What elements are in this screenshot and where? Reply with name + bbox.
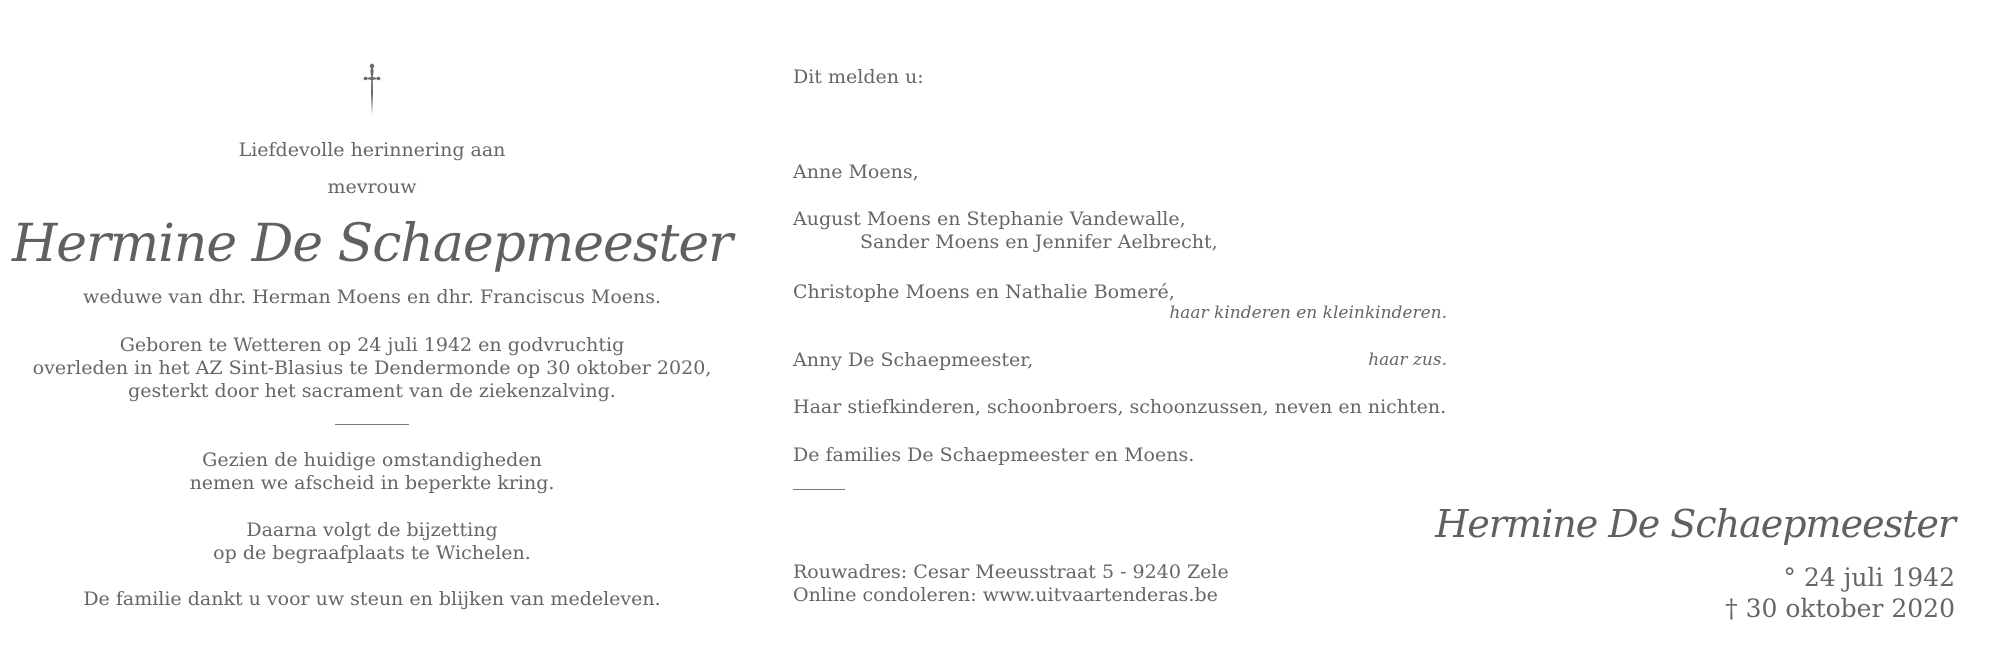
- divider: [335, 424, 409, 425]
- middle-panel: [793, 0, 1453, 669]
- family-member-2-sub: Sander Moens en Jennifer Aelbrecht,: [860, 231, 1218, 253]
- burial-line-2: op de begraafplaats te Wichelen.: [213, 542, 531, 564]
- deceased-name: Hermine De Schaepmeester: [11, 214, 733, 274]
- cross-icon: [352, 63, 392, 115]
- circumstances-line-1: Gezien de huidige omstandigheden: [202, 449, 542, 471]
- step-family: Haar stiefkinderen, schoonbroers, schoonzussen, neven en nichten.: [793, 396, 1447, 418]
- condolences-line: Online condoleren: www.uitvaartenderas.be: [793, 584, 1218, 606]
- sister-name: Anny De Schaepmeester,: [793, 349, 1034, 371]
- born-line-2: overleden in het AZ Sint-Blasius te Dendermonde op 30 oktober 2020,: [32, 357, 712, 379]
- burial-line-1: Daarna volgt de bijzetting: [246, 519, 498, 541]
- born-line-1: Geboren te Wetteren op 24 juli 1942 en godvruchtig: [119, 334, 625, 356]
- families-line: De families De Schaepmeester en Moens.: [793, 444, 1195, 466]
- born-line-3: gesterkt door het sacrament van de ziekenzalving.: [128, 380, 616, 402]
- family-member-3: Christophe Moens en Nathalie Bomeré,: [793, 281, 1175, 303]
- death-date: † 30 oktober 2020: [1725, 594, 1955, 623]
- intro-text: Liefdevolle herinnering aan: [238, 139, 506, 161]
- sister-note: haar zus.: [1368, 350, 1447, 370]
- right-panel: [1435, 0, 1955, 669]
- address-line: Rouwadres: Cesar Meeusstraat 5 - 9240 Zele: [793, 561, 1229, 583]
- divider: [793, 489, 845, 490]
- family-member-2: August Moens en Stephanie Vandewalle,: [793, 208, 1186, 230]
- children-note: haar kinderen en kleinkinderen.: [1169, 303, 1447, 323]
- widow-line: weduwe van dhr. Herman Moens en dhr. Franciscus Moens.: [82, 286, 662, 308]
- circumstances-line-2: nemen we afscheid in beperkte kring.: [189, 472, 555, 494]
- thanks-line: De familie dankt u voor uw steun en blijken van medeleven.: [83, 588, 661, 610]
- title-text: mevrouw: [327, 176, 417, 198]
- birth-date: ° 24 juli 1942: [1783, 563, 1955, 592]
- deceased-name-small: Hermine De Schaepmeester: [1435, 502, 1955, 546]
- family-member-1: Anne Moens,: [793, 161, 919, 183]
- left-panel: [0, 0, 744, 669]
- announce-text: Dit melden u:: [793, 66, 924, 88]
